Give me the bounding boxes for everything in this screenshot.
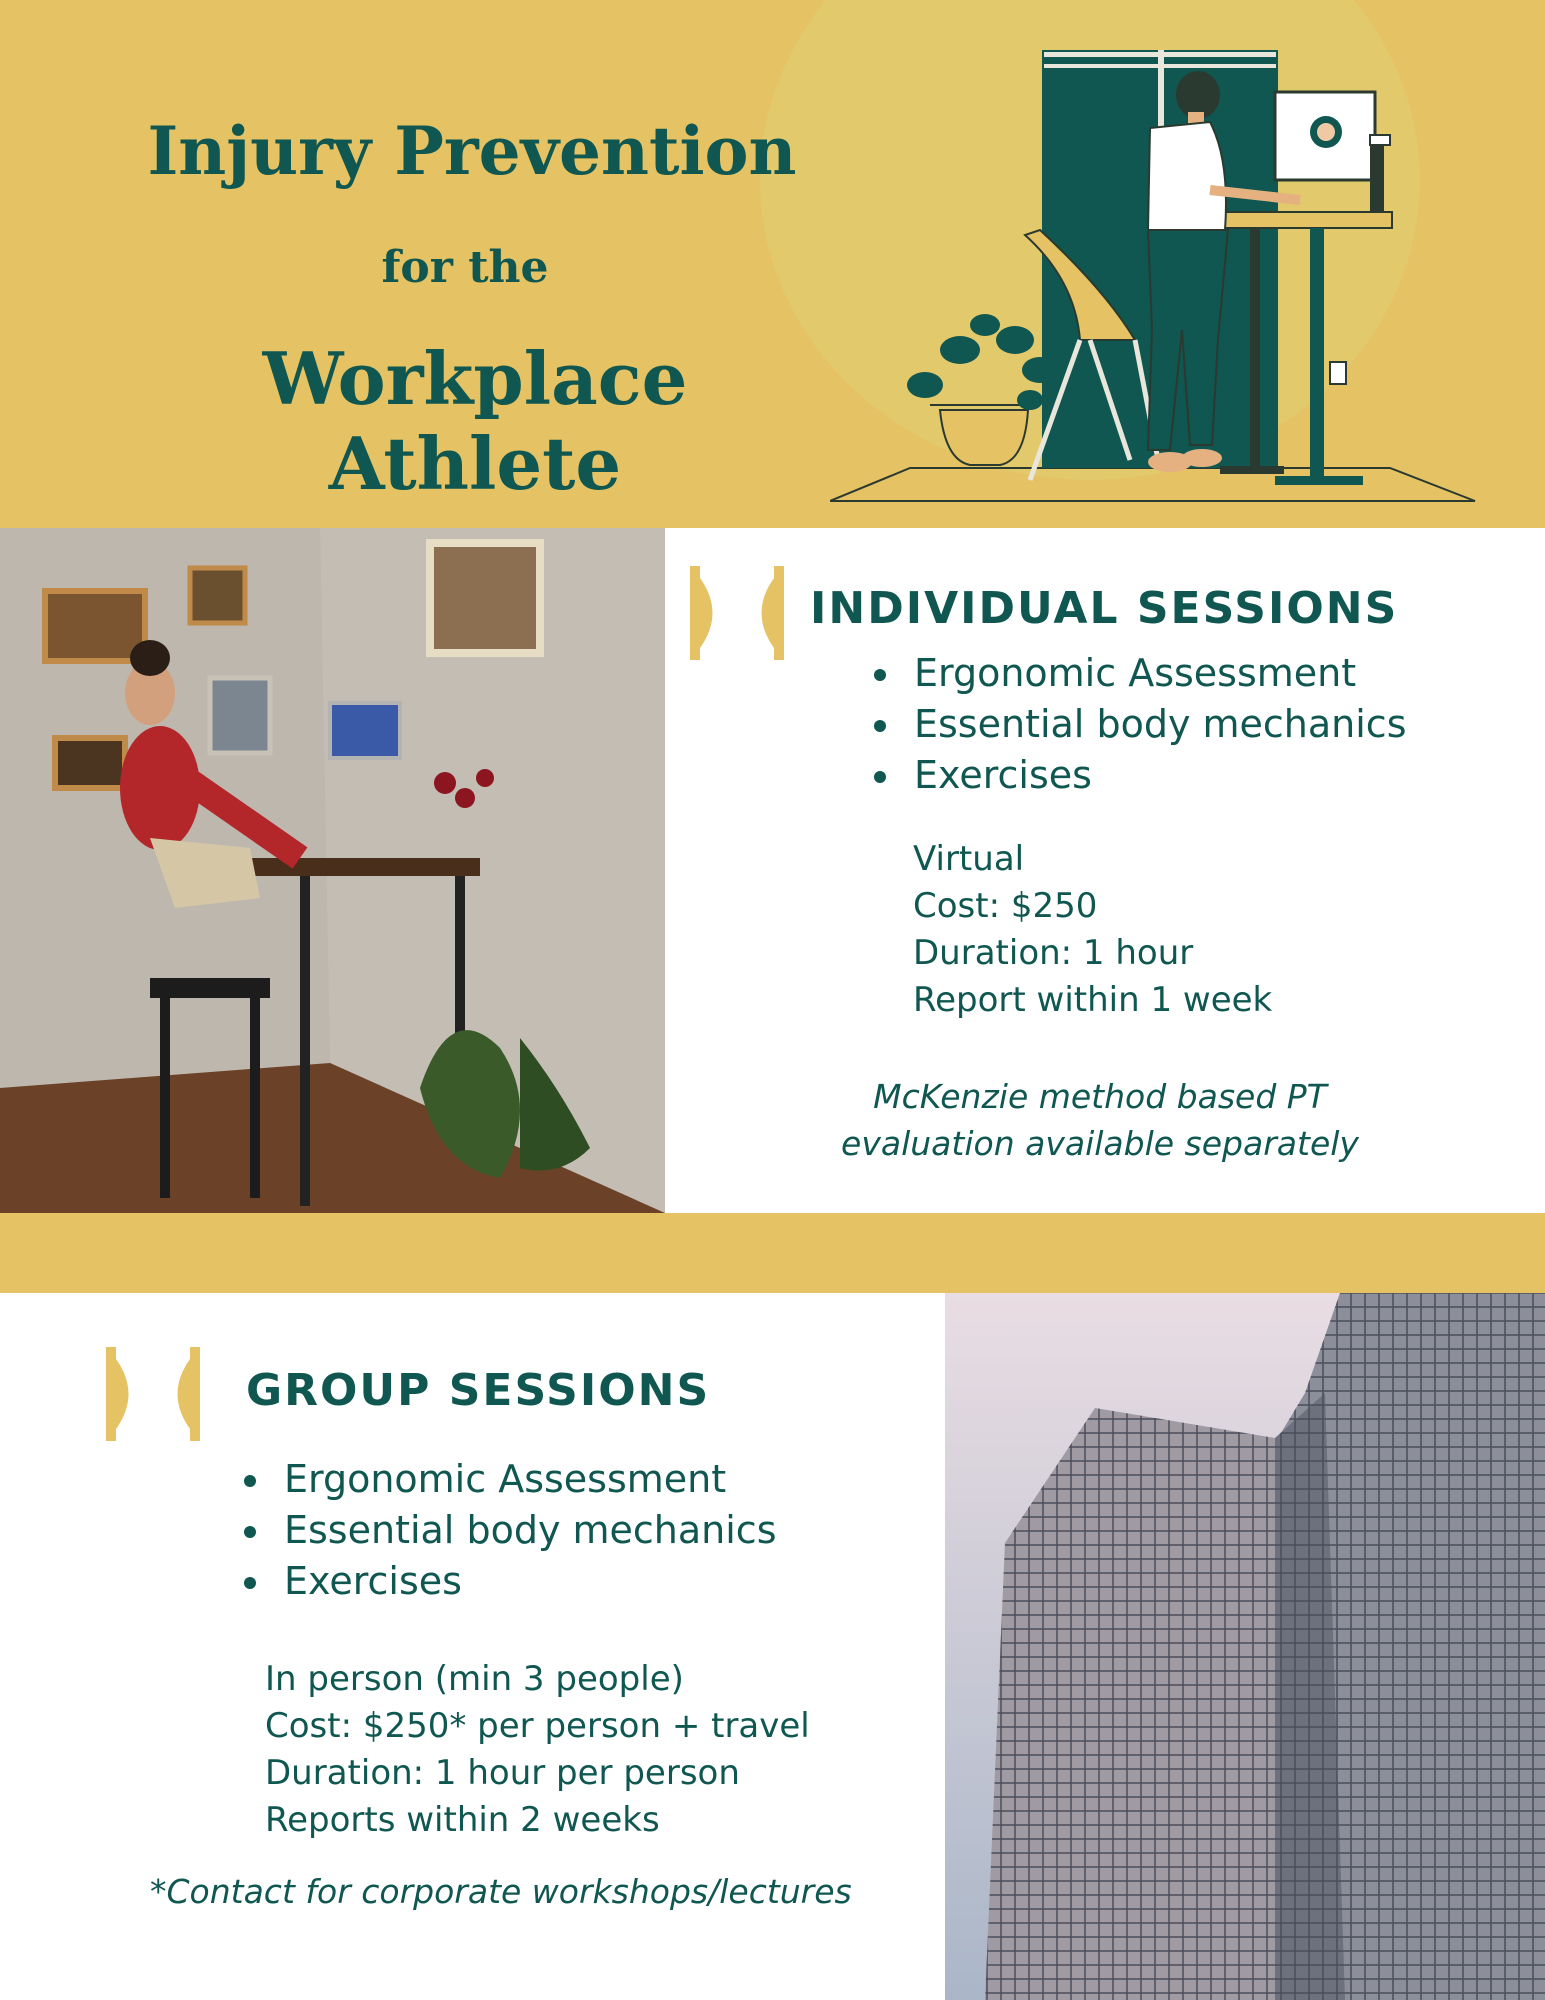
- home-office-photo: [0, 528, 665, 1213]
- session-report: Report within 1 week: [913, 980, 1273, 1020]
- individual-items-list: [860, 648, 1407, 801]
- logo-mark-icon: [690, 566, 784, 660]
- group-details: [265, 1656, 810, 1844]
- session-cost: Cost: $250* per person + travel: [265, 1706, 810, 1746]
- session-duration: Duration: 1 hour per person: [265, 1753, 740, 1793]
- list-item: • Exercises: [904, 750, 1407, 801]
- page-subtitle: Workplace Athlete: [262, 336, 688, 506]
- session-duration: Duration: 1 hour: [913, 933, 1194, 973]
- list-item: • Ergonomic Assessment: [274, 1454, 777, 1505]
- note-line: evaluation available separately: [841, 1124, 1359, 1163]
- list-item: • Essential body mechanics: [274, 1505, 777, 1556]
- header-banner: [0, 0, 1545, 528]
- group-items-list: [230, 1454, 777, 1607]
- list-item: • Ergonomic Assessment: [904, 648, 1407, 699]
- session-format: Virtual: [913, 839, 1025, 879]
- standing-desk-illustration: [830, 40, 1490, 510]
- session-cost: Cost: $250: [913, 886, 1098, 926]
- session-format: In person (min 3 people): [265, 1659, 684, 1699]
- individual-details: [913, 836, 1272, 1024]
- group-note: *Contact for corporate workshops/lectures: [150, 1872, 852, 1911]
- divider-band: [0, 1213, 1545, 1293]
- page-title-connector: for the: [381, 242, 549, 293]
- page-title: Injury Prevention: [147, 112, 797, 190]
- rug-shape: [830, 468, 1475, 501]
- list-item: • Essential body mechanics: [904, 699, 1407, 750]
- list-item: • Exercises: [274, 1556, 777, 1607]
- individual-sessions-title: INDIVIDUAL SESSIONS: [810, 583, 1399, 634]
- note-line: McKenzie method based PT: [873, 1077, 1327, 1116]
- group-sessions-title: GROUP SESSIONS: [246, 1365, 711, 1416]
- home-office-scene: [0, 528, 665, 1213]
- logo-mark-icon: [106, 1347, 200, 1441]
- individual-note: [780, 1073, 1420, 1167]
- session-report: Reports within 2 weeks: [265, 1800, 660, 1840]
- skyscraper-scene: [945, 1293, 1545, 2000]
- skyscraper-photo: [945, 1293, 1545, 2000]
- potted-plant: [907, 314, 1058, 465]
